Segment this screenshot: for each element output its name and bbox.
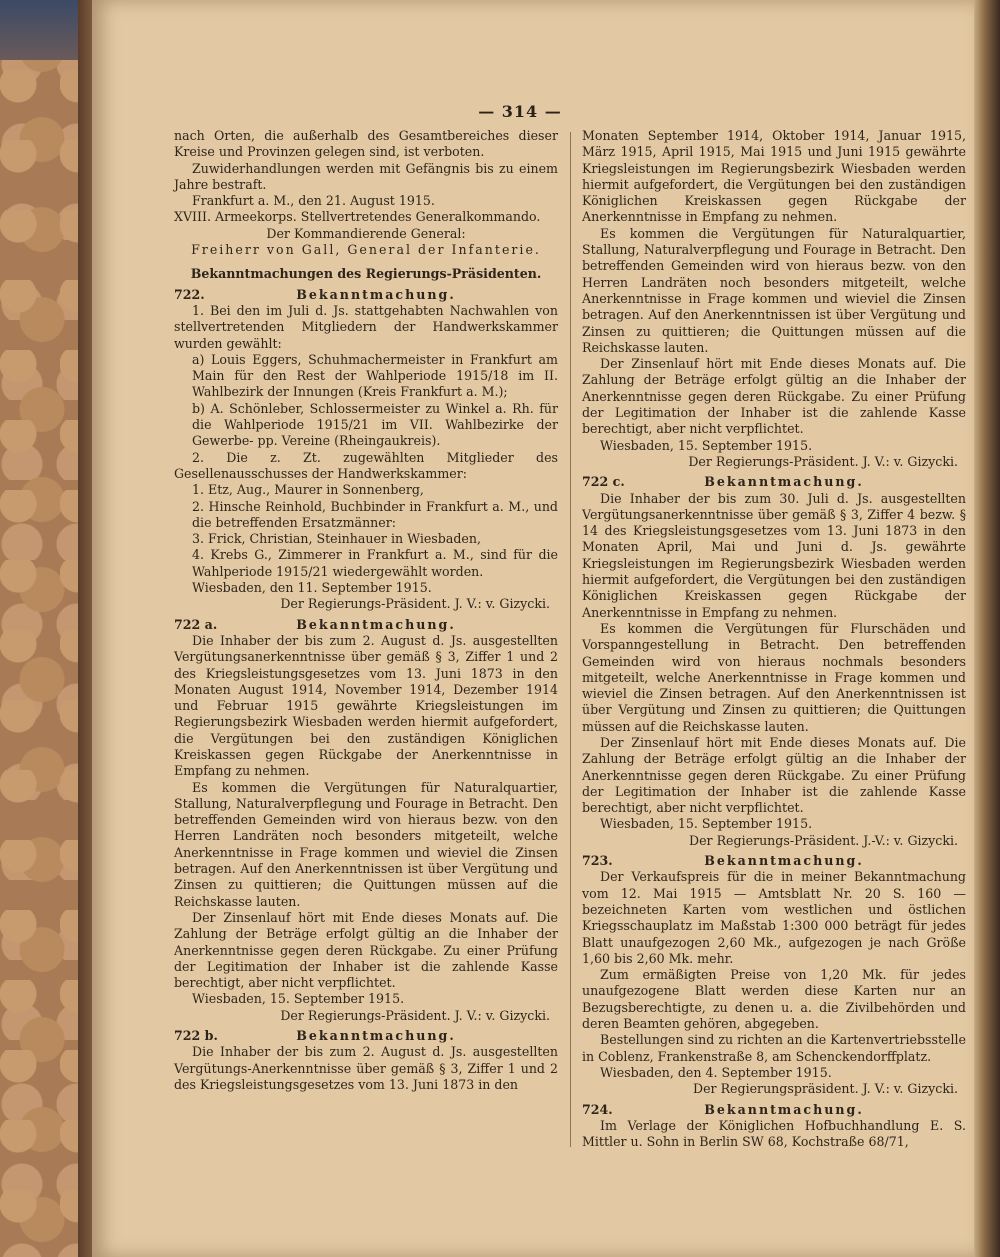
notice-signature: Der Regierungs-Präsident. J. V.: v. Gizycki. [688, 453, 958, 469]
page-edge [974, 0, 1000, 1257]
notice-number: 722 b. [174, 1028, 218, 1044]
notice-place-date: Wiesbaden, 15. September 1915. [600, 437, 813, 453]
right-column [582, 128, 966, 1150]
left-column [174, 128, 558, 1093]
intro-signature-title: Der Kommandierende General: [266, 225, 466, 241]
intro-place-date: Frankfurt a. M., den 21. August 1915. [192, 193, 435, 209]
notice-title: Bekanntmachung. [704, 1101, 864, 1117]
notice-title: Bekanntmachung. [704, 474, 864, 490]
section-title: Bekanntmachungen des Regierungs-Präsidenten. [190, 266, 542, 282]
notice-paragraph: Der Zinsenlauf hört mit Ende dieses Monats auf. Die Zahlung der Beträge erfolgt gültig an die Inhaber der Anerkenntnisse gegen deren Rückgabe. Zu einer Prüfung der Legitimation der Inhaber ist die zahlende Kasse berechtigt, aber nicht verpflichtet. [174, 909, 558, 991]
column-divider [570, 132, 571, 1147]
notice-number: 724. [582, 1101, 613, 1117]
notice-place-date: Wiesbaden, 15. September 1915. [600, 816, 813, 832]
list-item: a) Louis Eggers, Schuhmachermeister in Frankfurt am Main für den Rest der Wahlperiode 1915/18 im II. Wahlbezirk der Innungen (Kreis Frankfurt a. M.); [192, 351, 558, 400]
notice-paragraph: Der Verkaufspreis für die in meiner Bekanntmachung vom 12. Mai 1915 — Amtsblatt Nr. 20 S. 160 — bezeichneten Karten vom westlichen und östlichen Kriegsschauplatz im Maßstab 1:300 000 beträgt für jedes Blatt unaufgezogen 2,60 Mk., aufgezogen je nach Größe 1,60 bis 2,60 Mk. mehr. [582, 869, 966, 966]
notice-header [582, 853, 966, 869]
notice-number: 722 c. [582, 474, 625, 490]
notice-paragraph: 2. Die z. Zt. zugewählten Mitglieder des Gesellenausschusses der Handwerkskammer: [174, 449, 558, 481]
notice-number: 723. [582, 853, 613, 869]
notice-header [582, 474, 966, 490]
list-item: 3. Frick, Christian, Steinhauer in Wiesbaden, [192, 531, 481, 547]
notice-title: Bekanntmachung. [704, 853, 864, 869]
intro-paragraph: nach Orten, die außerhalb des Gesamtbereiches dieser Kreise und Provinzen gelegen sind, ist verboten. [174, 128, 558, 160]
notice-signature: Der Regierungs-Präsident. J. V.: v. Gizycki. [280, 596, 550, 612]
spine-label [0, 0, 80, 60]
notice-number: 722 a. [174, 616, 218, 632]
notice-paragraph: Es kommen die Vergütungen für Naturalquartier, Stallung, Naturalverpflegung und Fourage in Betracht. Den betreffenden Gemeinden wird von hieraus bezw. von den Herren Landräten noch besonders mitgeteilt, welche Anerkenntnisse in Frage kommen und wieviel die Zinsen betragen. Auf den Anerkenntnissen ist über Vergütung und Zinsen zu quittieren; die Quittungen müssen auf die Reichskasse lauten. [174, 779, 558, 909]
notice-signature: Der Regierungs-Präsident. J. V.: v. Gizycki. [280, 1007, 550, 1023]
notice-header [174, 287, 558, 303]
notice-paragraph: Der Zinsenlauf hört mit Ende dieses Monats auf. Die Zahlung der Beträge erfolgt gültig an die Inhaber der Anerkenntnisse gegen deren Rückgabe. Zu einer Prüfung der Legitimation der Inhaber ist die zahlende Kasse berechtigt, aber nicht verpflichtet. [582, 734, 966, 816]
cover-edge [78, 0, 92, 1257]
notice-title: Bekanntmachung. [296, 286, 456, 302]
notice-place-date: Wiesbaden, den 11. September 1915. [192, 580, 432, 596]
notice-paragraph: Die Inhaber der bis zum 30. Juli d. Js. ausgestellten Vergütungsanerkenntnisse über gemäß § 3, Ziffer 4 bezw. § 14 des Kriegsleistungsgesetzes vom 13. Juni 1873 in den Monaten April, Mai und Juni d. Js. gewährte Kriegsleistungen im Regierungsbezirk Wiesbaden werden hiermit aufgefordert, die Vergütungen bei den zuständigen Königlichen Kreiskassen gegen Rückgabe der Anerkenntnisse in Empfang zu nehmen. [582, 490, 966, 620]
intro-paragraph: Zuwiderhandlungen werden mit Gefängnis bis zu einem Jahre bestraft. [174, 160, 558, 192]
notice-signature: Der Regierungs-Präsident. J.-V.: v. Gizycki. [689, 832, 958, 848]
list-item: 2. Hinsche Reinhold, Buchbinder in Frankfurt a. M., und die betreffenden Ersatzmänner: [192, 498, 558, 530]
notice-paragraph: Bestellungen sind zu richten an die Kartenvertriebsstelle in Coblenz, Frankenstraße 8, am Schenckendorffplatz. [582, 1032, 966, 1064]
notice-paragraph: 1. Bei den im Juli d. Js. stattgehabten Nachwahlen von stellvertretenden Mitgliedern der Handwerkskammer wurden gewählt: [174, 302, 558, 351]
notice-title: Bekanntmachung. [296, 1028, 456, 1044]
notice-title: Bekanntmachung. [296, 616, 456, 632]
list-item: 4. Krebs G., Zimmerer in Frankfurt a. M., sind für die Wahlperiode 1915/21 wiedergewählt worden. [192, 547, 558, 579]
intro-signature: Freiherr von Gall, General der Infanterie. [191, 242, 541, 258]
notice-paragraph: Es kommen die Vergütungen für Flurschäden und Vorspanngestellung in Betracht. Den betreffenden Gemeinden wird von hieraus nochmals besonders mitgeteilt, welche Anerkenntnisse in Frage kommen und wieviel die Zinsen betragen. Auf den Anerkenntnissen ist über Vergütung und Zinsen zu quittieren; die Quittungen müssen auf die Reichskasse lauten. [582, 620, 966, 734]
intro-authority: XVIII. Armeekorps. Stellvertretendes Generalkommando. [174, 209, 541, 225]
notice-place-date: Wiesbaden, den 4. September 1915. [600, 1064, 832, 1080]
notice-paragraph: Der Zinsenlauf hört mit Ende dieses Monats auf. Die Zahlung der Beträge erfolgt gültig an die Inhaber der Anerkenntnisse gegen deren Rückgabe. Zu einer Prüfung der Legitimation der Inhaber ist die zahlende Kasse berechtigt, aber nicht verpflichtet. [582, 356, 966, 437]
notice-paragraph: Monaten September 1914, Oktober 1914, Januar 1915, März 1915, April 1915, Mai 1915 und Juni 1915 gewährte Kriegsleistungen im Regierungsbezirk Wiesbaden werden hiermit aufgefordert, die Vergütungen bei den zuständigen Königlichen Kreiskassen gegen Rückgabe der Anerkenntnisse in Empfang zu nehmen. [582, 128, 966, 225]
notice-paragraph: Im Verlage der Königlichen Hofbuchhandlung E. S. Mittler u. Sohn in Berlin SW 68, Kochstraße 68/71, [582, 1117, 966, 1150]
notice-place-date: Wiesbaden, 15. September 1915. [192, 991, 405, 1007]
notice-header [582, 1102, 966, 1118]
notice-paragraph: Zum ermäßigten Preise von 1,20 Mk. für jedes unaufgezogene Blatt werden diese Karten nur an Bezugsberechtigte, zu denen u. a. die Zivilbehörden und deren Beamten gehören, abgegeben. [582, 967, 966, 1032]
notice-paragraph: Die Inhaber der bis zum 2. August d. Js. ausgestellten Vergütungsanerkenntnisse über gemäß § 3, Ziffer 1 und 2 des Kriegsleistungsgesetzes vom 13. Juni 1873 in den Monaten August 1914, November 1914, Dezember 1914 und Februar 1915 gewährte Kriegsleistungen im Regierungsbezirk Wiesbaden werden hiermit aufgefordert, die Vergütungen bei den zuständigen Königlichen Kreiskassen gegen Rückgabe der Anerkenntnisse in Empfang zu nehmen. [174, 632, 558, 779]
list-item: 1. Etz, Aug., Maurer in Sonnenberg, [192, 482, 424, 498]
page-number: — 314 — [478, 102, 562, 121]
notice-header [174, 1028, 558, 1044]
notice-signature: Der Regierungspräsident. J. V.: v. Gizycki. [693, 1081, 958, 1097]
notice-paragraph: Die Inhaber der bis zum 2. August d. Js. ausgestellten Vergütungs-Anerkenntnisse über gemäß § 3, Ziffer 1 und 2 des Kriegsleistungsgesetzes vom 13. Juni 1873 in den [174, 1044, 558, 1092]
notice-paragraph: Es kommen die Vergütungen für Naturalquartier, Stallung, Naturalverpflegung und Fourage in Betracht. Den betreffenden Gemeinden wird von hieraus bezw. von den Herren Landräten noch besonders mitgeteilt, welche Anerkenntnisse in Frage kommen und wieviel die Zinsen betragen. Auf den Anerkenntnissen ist über Vergütung und Zinsen zu quittieren; die Quittungen müssen auf die Reichskasse lauten. [582, 225, 966, 355]
notice-header [174, 617, 558, 633]
list-item: b) A. Schönleber, Schlossermeister zu Winkel a. Rh. für die Wahlperiode 1915/21 im VII. Wahlbezirke der Gewerbe- pp. Vereine (Rheingaukreis). [192, 400, 558, 449]
notice-number: 722. [174, 286, 205, 302]
